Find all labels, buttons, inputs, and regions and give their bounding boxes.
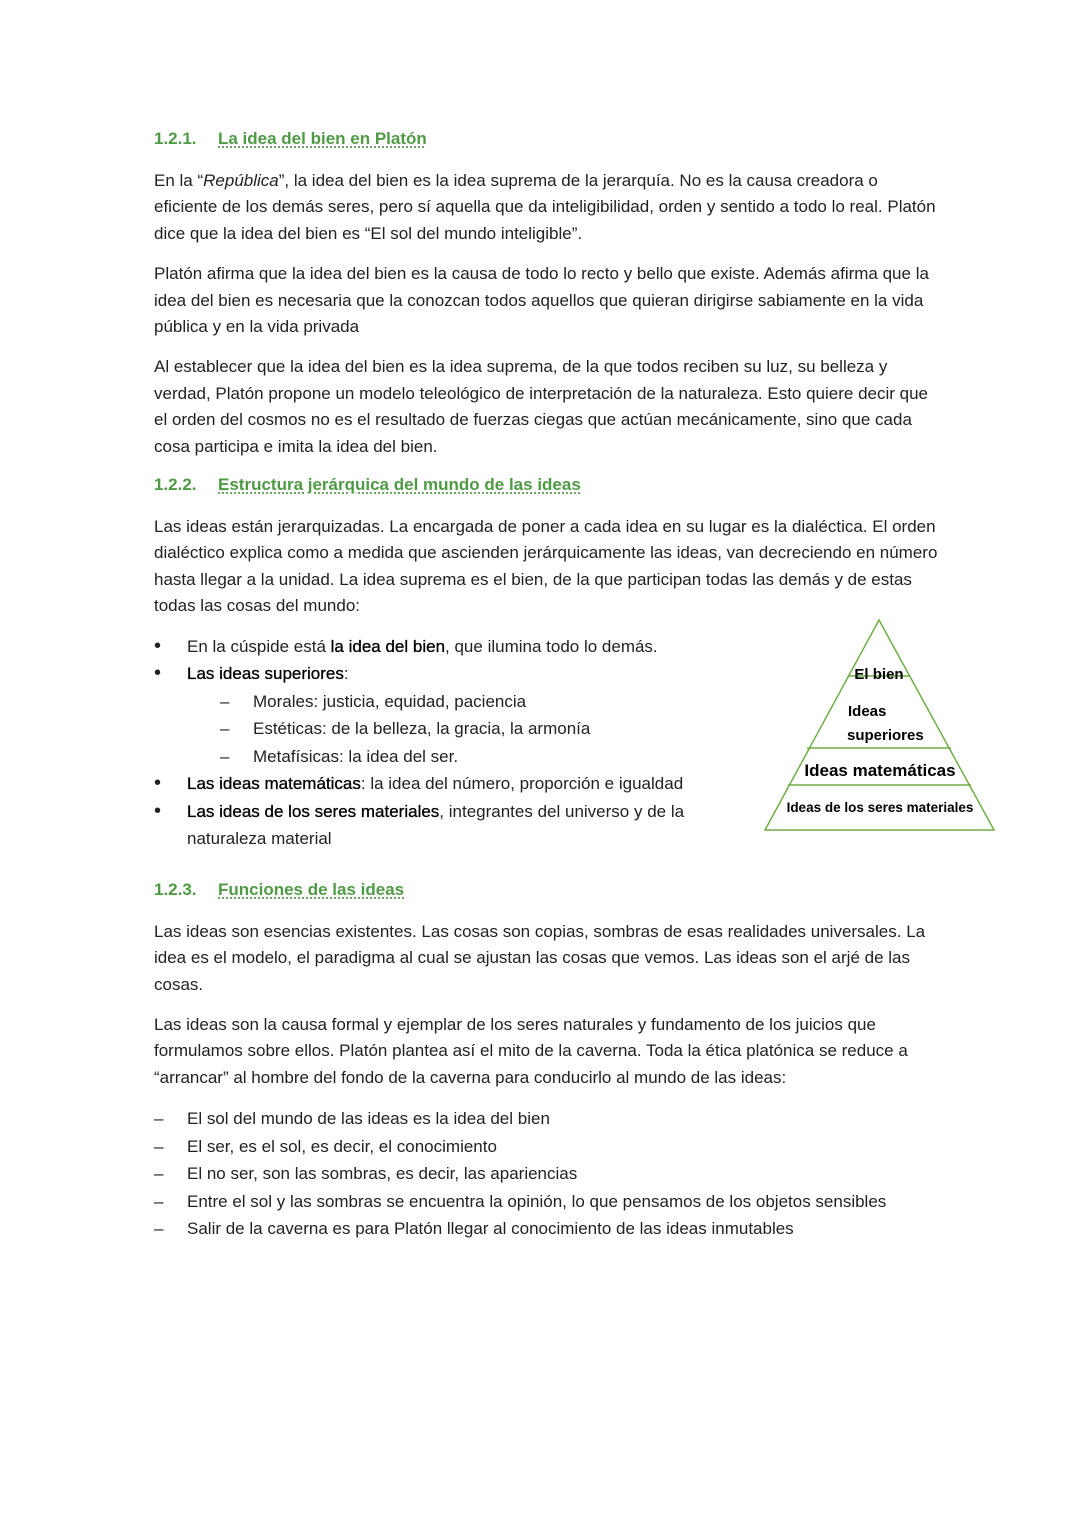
- section-heading-1-2-2: [154, 472, 944, 498]
- cave-list: [154, 1105, 944, 1243]
- section-number: 1.2.2.: [154, 475, 197, 495]
- section-title: La idea del bien en Platón: [218, 129, 427, 148]
- list-item: • En la cúspide está la idea del bien, que ilumina todo lo demás.: [154, 633, 714, 661]
- paragraph: En la “República”, la idea del bien es la idea suprema de la jerarquía. No es la causa creadora o eficiente de los demás seres, pero sí aquella que da inteligibilidad, orden y sentido a todo lo real. Platón dice que la idea del bien es “El sol del mundo inteligible”.: [154, 171, 936, 243]
- pyramid-level-4: Ideas de los seres materiales: [786, 800, 974, 815]
- list-item: • Las ideas superiores: – Morales: justicia, equidad, paciencia – Estéticas: de la belleza, la gracia, la armonía – Metafísicas: la idea del ser.: [154, 660, 714, 770]
- list-item: – El ser, es el sol, es decir, el conocimiento: [154, 1133, 944, 1161]
- section-title: Funciones de las ideas: [218, 879, 405, 899]
- paragraph: Las ideas están jerarquizadas. La encargada de poner a cada idea en su lugar es la dialéctica. El orden dialéctico explica como a medida que ascienden jerárquicamente las ideas, van decreciendo en número hasta llegar a la unidad. La idea suprema es el bien, de la que participan todas las demás y de estas todas las cosas del mundo:: [154, 517, 938, 616]
- paragraph: Las ideas son esencias existentes. Las cosas son copias, sombras de esas realidades universales. La idea es el modelo, el paradigma al cual se ajustan las cosas que vemos. Las ideas son el arjé de las cosas.: [154, 921, 926, 994]
- paragraph: Las ideas son la causa formal y ejemplar de los seres naturales y fundamento de los juicios que formulamos sobre ellos. Platón plantea así el mito de la caverna. Toda la ética platónica se reduce a “arrancar” al hombre del fondo de la caverna para conducirlo al mundo de las ideas:: [154, 1014, 908, 1087]
- list-item: – El no ser, son las sombras, es decir, las apariencias: [154, 1160, 944, 1188]
- ideas-pyramid-diagram: [760, 615, 1000, 835]
- paragraph: Platón afirma que la idea del bien es la causa de todo lo recto y bello que existe. Además afirma que la idea del bien es necesaria que la conozcan todos aquellos que quieran dirigirse sabiamente en la vida pública y en la vida privada: [154, 264, 929, 337]
- section-number: 1.2.3.: [154, 879, 197, 899]
- italic-term: República: [203, 171, 279, 190]
- section-title: Estructura jerárquica del mundo de las ideas: [218, 475, 581, 495]
- list-item: – Entre el sol y las sombras se encuentra la opinión, lo que pensamos de los objetos sensibles: [154, 1188, 944, 1216]
- pyramid-level-3: Ideas matemáticas: [804, 761, 956, 780]
- list-item: • Las ideas matemáticas: la idea del número, proporción e igualdad: [154, 770, 714, 798]
- sub-list-item: – Morales: justicia, equidad, paciencia: [154, 688, 714, 716]
- section-heading-1-2-3: [154, 877, 944, 903]
- sub-list-item: – Estéticas: de la belleza, la gracia, la armonía: [154, 715, 714, 743]
- list-item: – Salir de la caverna es para Platón llegar al conocimiento de las ideas inmutables: [154, 1215, 944, 1243]
- list-item: – El sol del mundo de las ideas es la idea del bien: [154, 1105, 944, 1133]
- section-heading-1-2-1: [154, 126, 944, 152]
- sub-list-item: – Metafísicas: la idea del ser.: [154, 743, 714, 771]
- sub-list: [154, 688, 714, 771]
- hierarchy-list: [154, 633, 714, 853]
- pyramid-level-2: superiores: [847, 727, 924, 744]
- paragraph: Al establecer que la idea del bien es la idea suprema, de la que todos reciben su luz, su belleza y verdad, Platón propone un modelo teleológico de interpretación de la naturaleza. Esto quiere decir que el orden del cosmos no es el resultado de fuerzas ciegas que actúan mecánicamente, sino que cada cosa participa e imita la idea del bien.: [154, 357, 929, 456]
- pyramid-outline: [765, 620, 994, 830]
- section-number: 1.2.1.: [154, 129, 197, 148]
- pyramid-level-1: El bien: [854, 666, 904, 683]
- pyramid-level-2: Ideas: [848, 703, 887, 720]
- list-item: • Las ideas de los seres materiales, integrantes del universo y de la naturaleza material: [154, 798, 714, 853]
